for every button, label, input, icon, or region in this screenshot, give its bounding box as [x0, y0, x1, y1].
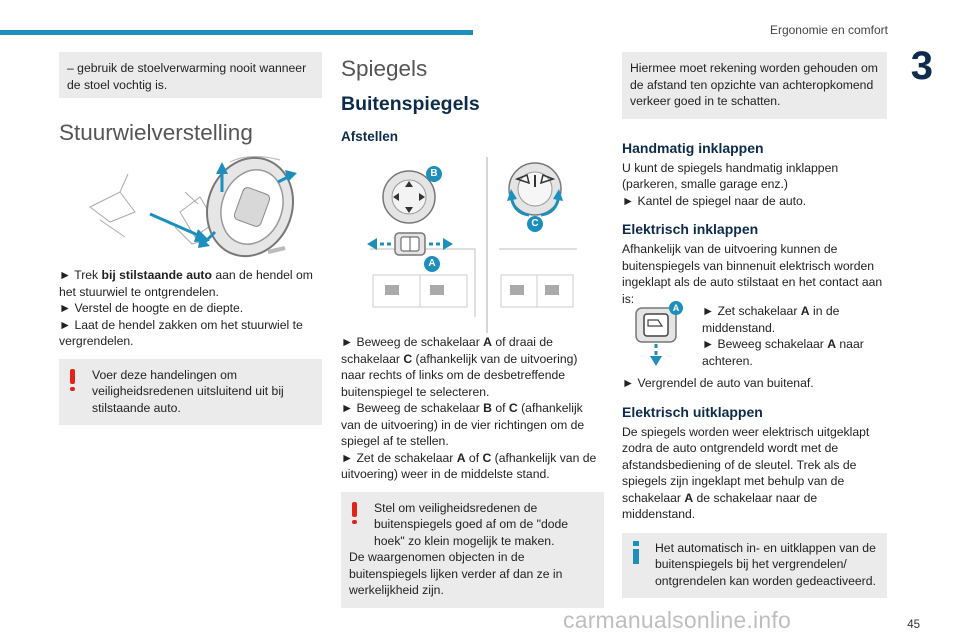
- note-box-distance: [622, 52, 887, 119]
- mirror-switch-diagram: [365, 157, 583, 333]
- step-text: (afhankelijk van de uitvoering) in de vier richtingen om de spiegel af te stellen.: [341, 401, 585, 448]
- info-text: Het automatisch in- en uitklappen van de buitenspiegels bij het vergrendelen/ ontgrendelen kan worden gedeactiveerd.: [655, 540, 876, 588]
- warning-box: [59, 359, 322, 426]
- bullet-text: ► Trek: [59, 268, 102, 282]
- switch-label: B: [483, 401, 492, 415]
- column-3: [622, 52, 887, 307]
- fold-switch-illustration: [634, 300, 684, 368]
- section-title-steering: Stuurwielverstelling: [59, 120, 253, 145]
- column-2: [341, 56, 604, 146]
- step-text: of: [491, 401, 509, 415]
- step-text: ► Zet schakelaar: [702, 304, 801, 318]
- electric-fold-step-3: ► Vergrendel de auto van buitenaf.: [622, 376, 814, 390]
- warning-box-mirrors: [341, 492, 604, 608]
- steering-bullet-3: ► Laat de hendel zakken om het stuurwiel te vergrendelen.: [59, 317, 303, 348]
- manual-fold-bullet: ► Kantel de spiegel naar de auto.: [622, 193, 807, 208]
- info-box: [622, 533, 887, 599]
- step-text: (afhankelijk van de uitvoering) naar rechts of links om de desbetreffende buitenspiegel te selecteren.: [341, 351, 578, 399]
- step-text: (afhankelijk van de uitvoering) weer in de middelste stand.: [341, 450, 597, 481]
- section-title-mirrors: Spiegels: [341, 56, 428, 81]
- switch-label: A: [684, 490, 694, 505]
- warning-icon: [70, 369, 75, 391]
- heading-adjust: Afstellen: [341, 129, 399, 144]
- steering-wheel-diagram: [80, 152, 305, 262]
- column-1: [59, 52, 322, 146]
- note-box: [59, 52, 322, 98]
- electric-fold-text: Afhankelijk van de uitvoering kunnen de buitenspiegels van binnenuit elektrisch worden ingeklapt als de auto stilstaat en het contact aan is:: [622, 242, 883, 306]
- body-text: de schakelaar naar de middenstand.: [622, 490, 818, 521]
- steering-bullet-2: ► Verstel de hoogte en de diepte.: [59, 301, 244, 315]
- bullet-text: aan de hendel om het stuurwiel te ontgrendelen.: [59, 268, 313, 299]
- steering-bullet-1: [59, 267, 322, 300]
- warning-text: Voer deze handelingen om veiligheidsredenen uitsluitend uit bij stilstaande auto.: [92, 367, 284, 415]
- column-2-text: [341, 334, 604, 608]
- switch-label: A: [483, 335, 492, 349]
- step-text: of: [465, 450, 483, 465]
- label-badge-a: A: [428, 258, 436, 269]
- watermark: carmanualsonline.info: [563, 607, 791, 633]
- chapter-number: 3: [910, 44, 933, 88]
- step-text: of draai de schakelaar: [341, 335, 553, 366]
- mirror-step-3: [341, 450, 604, 483]
- note-text: – gebruik de stoelverwarming nooit wanneer de stoel vochtig is.: [67, 61, 307, 92]
- label-badge-b: B: [430, 168, 438, 179]
- page-number: 45: [907, 619, 920, 631]
- label-badge-a: A: [672, 303, 680, 313]
- switch-label: A: [456, 450, 466, 465]
- step-text: in de middenstand.: [702, 304, 840, 335]
- switch-label: C: [482, 450, 492, 465]
- column-1-steering-text: [59, 267, 322, 425]
- switch-label: A: [800, 304, 810, 318]
- electric-unfold-text: [622, 424, 887, 523]
- body-text: De spiegels worden weer elektrisch uitgeklapt zodra de auto ontgrendeld wordt met de afstandsbediening of de sleutel. Trek als de spiegels zijn ingeklapt met behulp van de schakelaar: [622, 424, 870, 505]
- heading-manual-fold: Handmatig inklappen: [622, 139, 764, 156]
- switch-label: A: [827, 337, 837, 351]
- warning-icon: [352, 502, 357, 524]
- warning-text-2: De waargenomen objecten in de buitenspiegels lijken verder af dan ze in werkelijkheid zijn.: [349, 550, 563, 597]
- chapter-title: Ergonomie en comfort: [769, 23, 888, 37]
- step-text: ► Beweeg de schakelaar: [341, 401, 484, 415]
- info-icon: [633, 541, 639, 564]
- header-accent-bar: [0, 30, 473, 35]
- manual-fold-text: U kunt de spiegels handmatig inklappen (parkeren, smalle garage enz.): [622, 160, 839, 191]
- heading-electric-fold: Elektrisch inklappen: [622, 221, 759, 237]
- electric-fold-steps: [702, 303, 882, 369]
- label-badge-c: C: [531, 218, 539, 229]
- step-text: naar achteren.: [702, 337, 864, 368]
- step-text: ► Zet de schakelaar: [341, 450, 457, 465]
- warning-text-1: Stel om veiligheidsredenen de buitenspiegels goed af om de "dode hoek" zo klein mogelijk te maken.: [374, 500, 569, 548]
- steering-wheel-illustration: [80, 152, 305, 262]
- column-3-bottom: [622, 375, 887, 598]
- note-text: Hiermee moet rekening worden gehouden om de afstand ten opzichte van achteropkomend verkeer goed in te schatten.: [630, 61, 878, 108]
- switch-label: C: [508, 401, 518, 415]
- mirror-step-1: [341, 334, 604, 400]
- switch-label: C: [403, 351, 413, 366]
- electric-fold-step-1: [702, 303, 882, 336]
- mirror-step-2: [341, 400, 604, 450]
- electric-fold-step-2: [702, 336, 882, 369]
- mirror-controls-illustration: [365, 157, 583, 333]
- step-text: ► Beweeg schakelaar: [702, 337, 828, 351]
- bold-text: bij stilstaande auto: [101, 268, 212, 282]
- step-text: ► Beweeg de schakelaar: [341, 335, 484, 349]
- subtitle-outside-mirrors: Buitenspiegels: [341, 93, 480, 115]
- heading-electric-unfold: Elektrisch uitklappen: [622, 403, 763, 420]
